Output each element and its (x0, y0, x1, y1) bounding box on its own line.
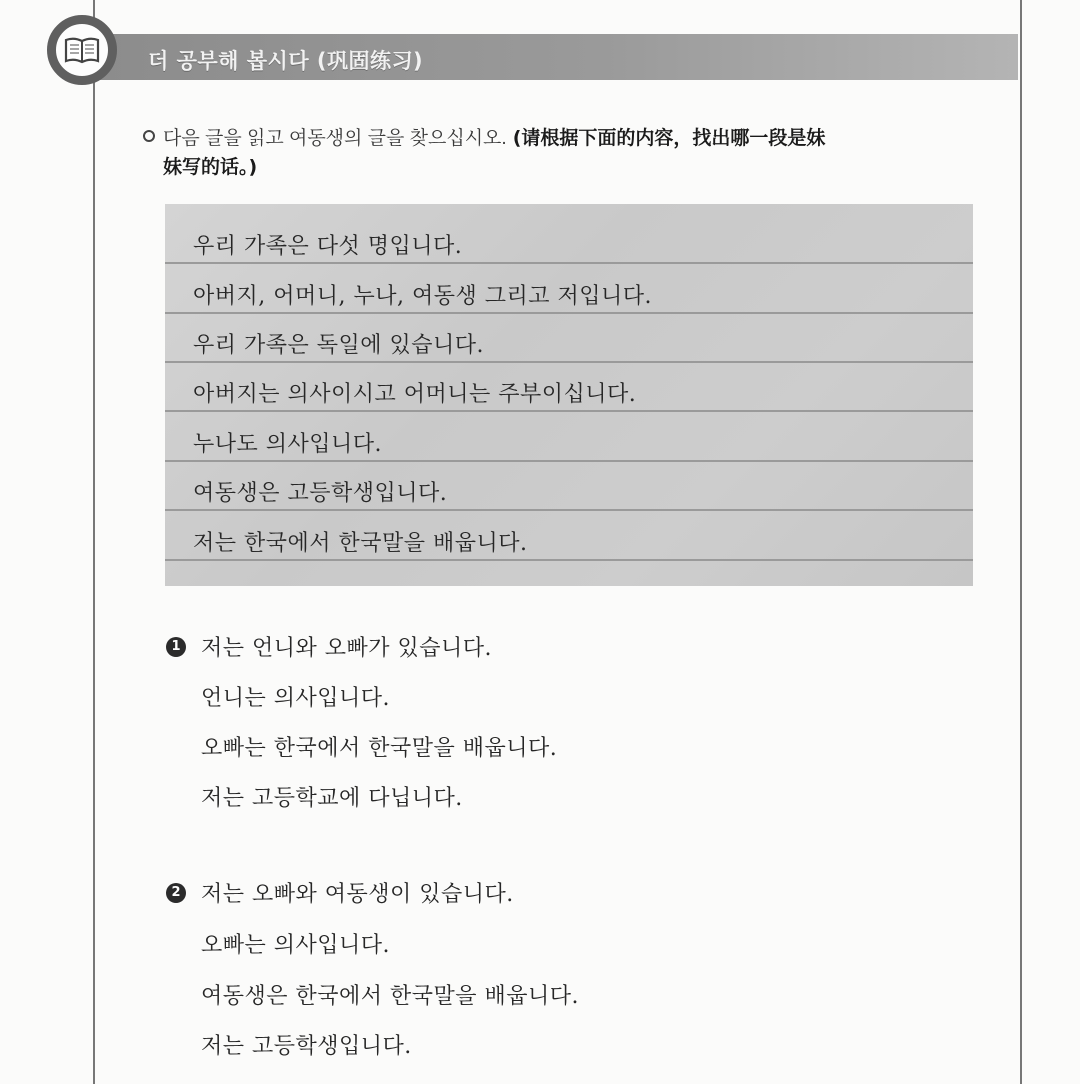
option-2-line: 여동생은 한국에서 한국말을 배웁니다. (201, 984, 580, 1009)
reading-passage-box (165, 204, 973, 586)
passage-rule (165, 509, 973, 511)
passage-rule (165, 262, 973, 264)
passage-line: 저는 한국에서 한국말을 배웁니다. (193, 531, 528, 556)
instruction-chinese-line2: 妹写的话。) (163, 156, 258, 178)
option-1-line: 언니는 의사입니다. (201, 686, 391, 711)
passage-rule (165, 410, 973, 412)
option-2-line: 저는 오빠와 여동생이 있습니다. (201, 882, 514, 907)
option-1-line: 저는 언니와 오빠가 있습니다. (201, 636, 492, 661)
option-1-line: 오빠는 한국에서 한국말을 배웁니다. (201, 736, 558, 761)
passage-line: 아버지, 어머니, 누나, 여동생 그리고 저입니다. (193, 284, 652, 309)
passage-line: 누나도 의사입니다. (193, 432, 383, 457)
passage-line: 여동생은 고등학생입니다. (193, 481, 448, 506)
option-2-number-badge: 2 (166, 883, 186, 903)
passage-line: 우리 가족은 독일에 있습니다. (193, 333, 484, 358)
open-book-icon (47, 15, 117, 85)
option-1-line: 저는 고등학교에 다닙니다. (201, 786, 463, 811)
passage-rule (165, 460, 973, 462)
passage-rule (165, 312, 973, 314)
instruction-chinese-line1: (请根据下面的内容，找出哪一段是妹 (512, 127, 826, 149)
passage-rule (165, 559, 973, 561)
circle-bullet-icon (143, 130, 155, 142)
passage-rule (165, 361, 973, 363)
page-right-border (1020, 0, 1022, 1084)
passage-line: 아버지는 의사이시고 어머니는 주부이십니다. (193, 382, 637, 407)
option-2-line: 저는 고등학생입니다. (201, 1034, 412, 1059)
page-left-border (93, 0, 95, 1084)
option-1-number-badge: 1 (166, 637, 186, 657)
exercise-instruction (143, 124, 983, 181)
passage-line: 우리 가족은 다섯 명입니다. (193, 234, 463, 259)
instruction-korean: 다음 글을 읽고 여동생의 글을 찾으십시오. (163, 128, 507, 149)
option-2-line: 오빠는 의사입니다. (201, 933, 391, 958)
section-title: 더 공부해 봅시다 (巩固练习) (148, 49, 424, 73)
